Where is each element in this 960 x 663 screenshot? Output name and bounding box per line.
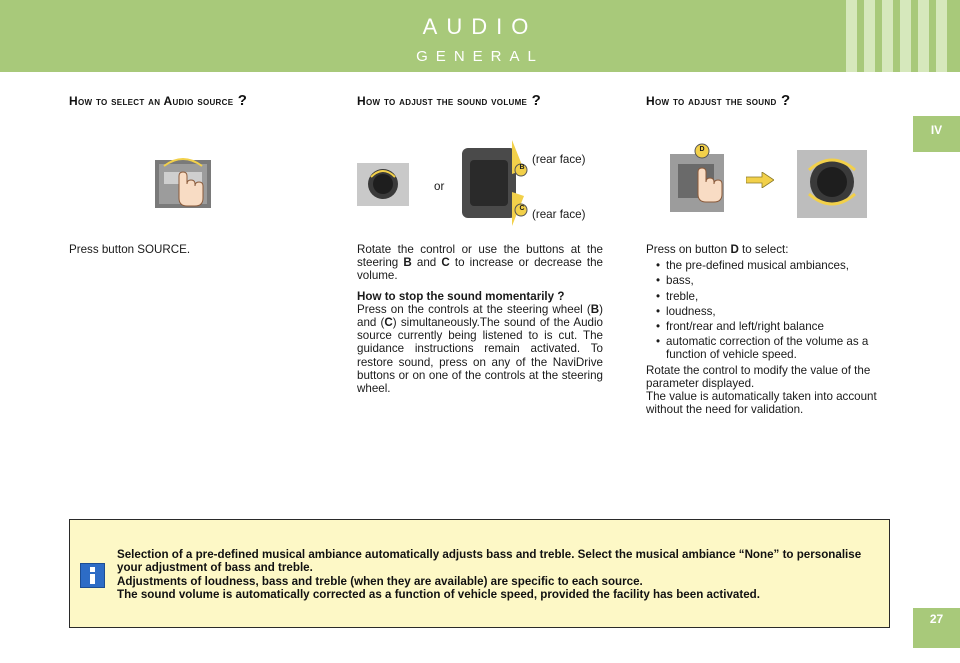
arrow-right-icon (746, 172, 774, 188)
info-line-source: Adjustments of loudness, bass and treble (when they are available) are specific to each source. (117, 574, 643, 588)
auto-validation-text: The value is automatically taken into account without the need for validation. (646, 390, 877, 417)
rotary-control-illustration (797, 150, 867, 218)
section-title-adjust-sound: How to adjust the sound ? (646, 92, 791, 109)
section-title-select-source: How to select an Audio source ? (69, 92, 248, 109)
info-line-ambiance: Selection of a pre-defined musical ambiance automatically adjusts bass and treble. Select the musical ambiance “None” to personalise your adjustment of bass and treble. (117, 548, 862, 575)
page-number: 27 (913, 608, 960, 648)
rear-face-label-bottom: (rear face) (532, 208, 586, 221)
info-icon (80, 563, 105, 588)
button-b-marker: B (519, 164, 525, 171)
info-line-speed: The sound volume is automatically corrected as a function of vehicle speed, provided the facility has been activated. (117, 588, 760, 602)
list-item: • automatic correction of the volume as a function of vehicle speed. (656, 335, 892, 361)
adjust-sound-text (646, 243, 892, 416)
page-title: AUDIO (422, 14, 538, 39)
volume-knob-illustration (357, 163, 409, 206)
info-text (117, 548, 885, 602)
stop-sound-heading: How to stop the sound momentarily ? (357, 289, 565, 303)
steering-wheel-controls-illustration (462, 140, 532, 226)
rear-face-label-top: (rear face) (532, 153, 586, 166)
button-c-marker: C (519, 205, 525, 212)
source-button-illustration (150, 150, 220, 212)
stop-sound-paragraph: Press on the controls at the steering wheel (B) and (C) simultaneously.The sound of the Audio source currently being listened to is cut. The guidance instructions remain activated. To restore sound, press on any of the NaviDrive buttons or on one of the controls at the steering wheel. (357, 302, 603, 396)
info-box (69, 519, 890, 628)
sound-options-list (646, 259, 892, 361)
list-item: • front/rear and left/right balance (656, 320, 892, 333)
adjust-volume-text (357, 243, 603, 395)
section-title-adjust-volume: How to adjust the sound volume ? (357, 92, 542, 109)
select-source-text: Press button SOURCE. (69, 243, 191, 256)
list-item: • bass, (656, 274, 892, 287)
page-subtitle: GENERAL (416, 48, 544, 65)
adjust-volume-paragraph: Rotate the control or use the buttons at the steering B and C to increase or decrease the volume. (357, 243, 604, 283)
list-item: • treble, (656, 290, 892, 303)
button-d-marker: D (699, 146, 705, 153)
list-item: • the pre-defined musical ambiances, (656, 259, 892, 272)
adjust-sound-intro: Press on button D to select: (646, 243, 789, 256)
rotate-control-text: Rotate the control to modify the value of the parameter displayed. (646, 363, 871, 390)
button-d-illustration (668, 142, 728, 216)
list-item: • loudness, (656, 305, 892, 318)
or-label: or (434, 180, 445, 193)
header-band (0, 0, 960, 72)
chapter-tab: IV (913, 116, 960, 152)
